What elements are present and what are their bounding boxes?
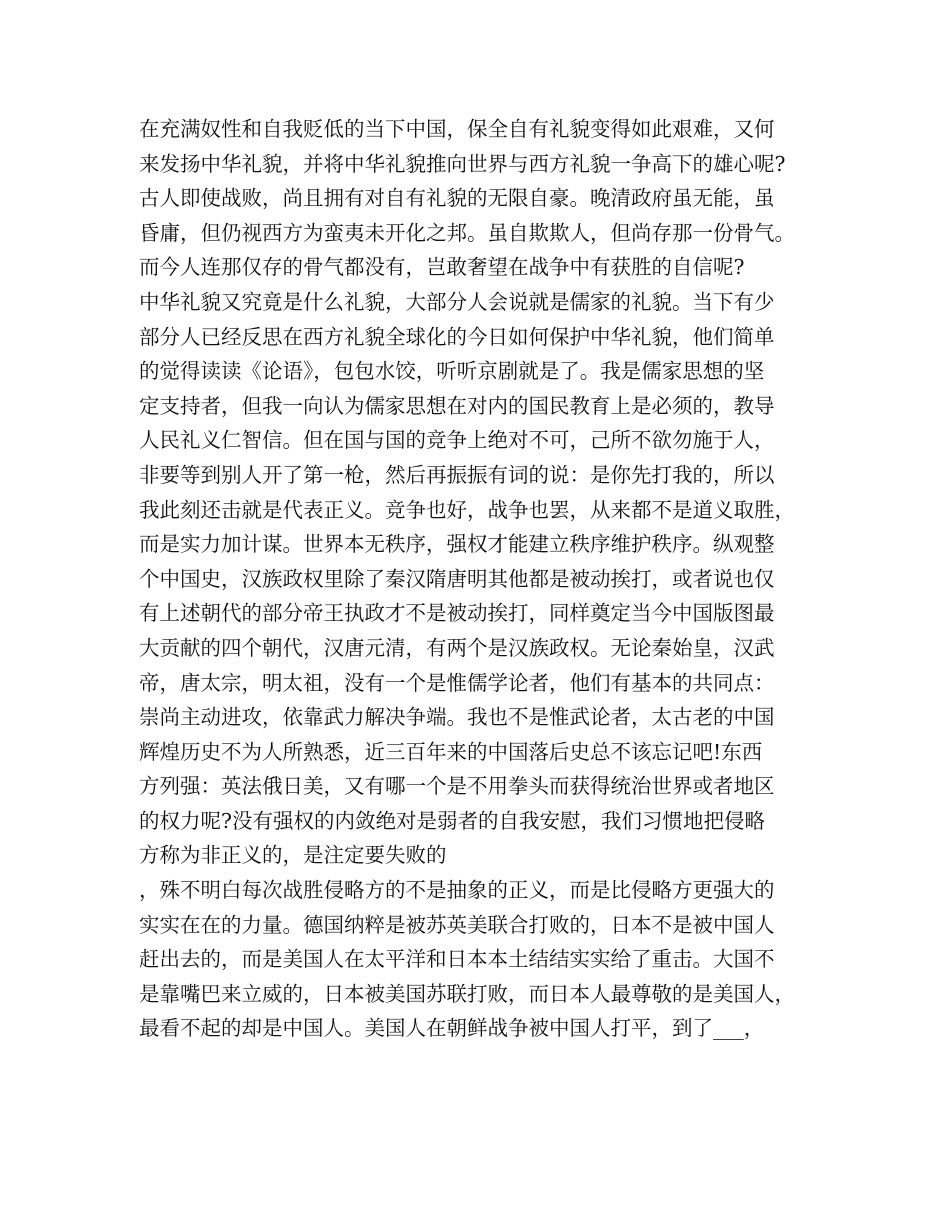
- text-line: 个中国史，汉族政权里除了秦汉隋唐明其他都是被动挨打，或者说也仅: [139, 566, 775, 591]
- text-line: 在充满奴性和自我贬低的当下中国，保全自有礼貌变得如此艰难，又何: [139, 117, 775, 141]
- text-line: 昏庸，但仍视西方为蛮夷未开化之邦。虽自欺欺人，但尚存那一份骨气。: [139, 220, 795, 245]
- text-line: 有上述朝代的部分帝王执政才不是被动挨打，同样奠定当今中国版图最: [139, 601, 775, 626]
- text-line: 人民礼义仁智信。但在国与国的竞争上绝对不可，己所不欲勿施于人，: [139, 428, 775, 453]
- body-text: [139, 112, 829, 1046]
- text-line: 来发扬中华礼貌，并将中华礼貌推向世界与西方礼貌一争高下的雄心呢?: [139, 151, 786, 176]
- text-line: 的觉得读读《论语》，包包水饺，听听京剧就是了。我是儒家思想的坚: [139, 359, 765, 384]
- text-line: 方列强：英法俄日美，又有哪一个是不用拳头而获得统治世界或者地区: [139, 774, 775, 799]
- text-line: 是靠嘴巴来立威的，日本被美国苏联打败，而日本人最尊敬的是美国人，: [139, 981, 795, 1006]
- text-line: 赶出去的，而是美国人在太平洋和日本本土结结实实给了重击。大国不: [139, 947, 775, 972]
- text-line: 大贡献的四个朝代，汉唐元清，有两个是汉族政权。无论秦始皇，汉武: [139, 635, 775, 660]
- text-line: 的权力呢?没有强权的内敛绝对是弱者的自我安慰，我们习惯地把侵略: [139, 808, 765, 833]
- text-line: 帝，唐太宗，明太祖，没有一个是惟儒学论者，他们有基本的共同点：: [139, 670, 775, 695]
- text-line: 最看不起的却是中国人。美国人在朝鲜战争被中国人打平，到了___，: [139, 1016, 765, 1041]
- text-line: 辉煌历史不为人所熟悉，近三百年来的中国落后史总不该忘记吧!东西: [139, 739, 763, 764]
- text-line: 崇尚主动进攻，依靠武力解决争端。我也不是惟武论者，太古老的中国: [139, 705, 775, 730]
- text-line: ，殊不明白每次战胜侵略方的不是抽象的正义，而是比侵略方更强大的: [139, 878, 775, 903]
- text-line: 而是实力加计谋。世界本无秩序，强权才能建立秩序维护秩序。纵观整: [139, 532, 775, 557]
- text-line: 古人即使战败，尚且拥有对自有礼貌的无限自豪。晚清政府虽无能，虽: [139, 186, 775, 211]
- text-line: 部分人已经反思在西方礼貌全球化的今日如何保护中华礼貌，他们简单: [139, 324, 775, 349]
- text-line: 非要等到别人开了第一枪，然后再振振有词的说：是你先打我的，所以: [139, 462, 775, 487]
- text-line: 定支持者，但我一向认为儒家思想在对内的国民教育上是必须的，教导: [139, 393, 775, 418]
- text-line: 中华礼貌又究竟是什么礼貌，大部分人会说就是儒家的礼貌。当下有少: [139, 289, 775, 314]
- text-line: 我此刻还击就是代表正义。竞争也好，战争也罢，从来都不是道义取胜，: [139, 497, 795, 522]
- text-line: 而今人连那仅存的骨气都没有，岂敢奢望在战争中有获胜的自信呢?: [139, 255, 745, 280]
- text-line: 实实在在的力量。德国纳粹是被苏英美联合打败的，日本不是被中国人: [139, 912, 775, 937]
- text-line: 方称为非正义的，是注定要失败的: [139, 843, 447, 868]
